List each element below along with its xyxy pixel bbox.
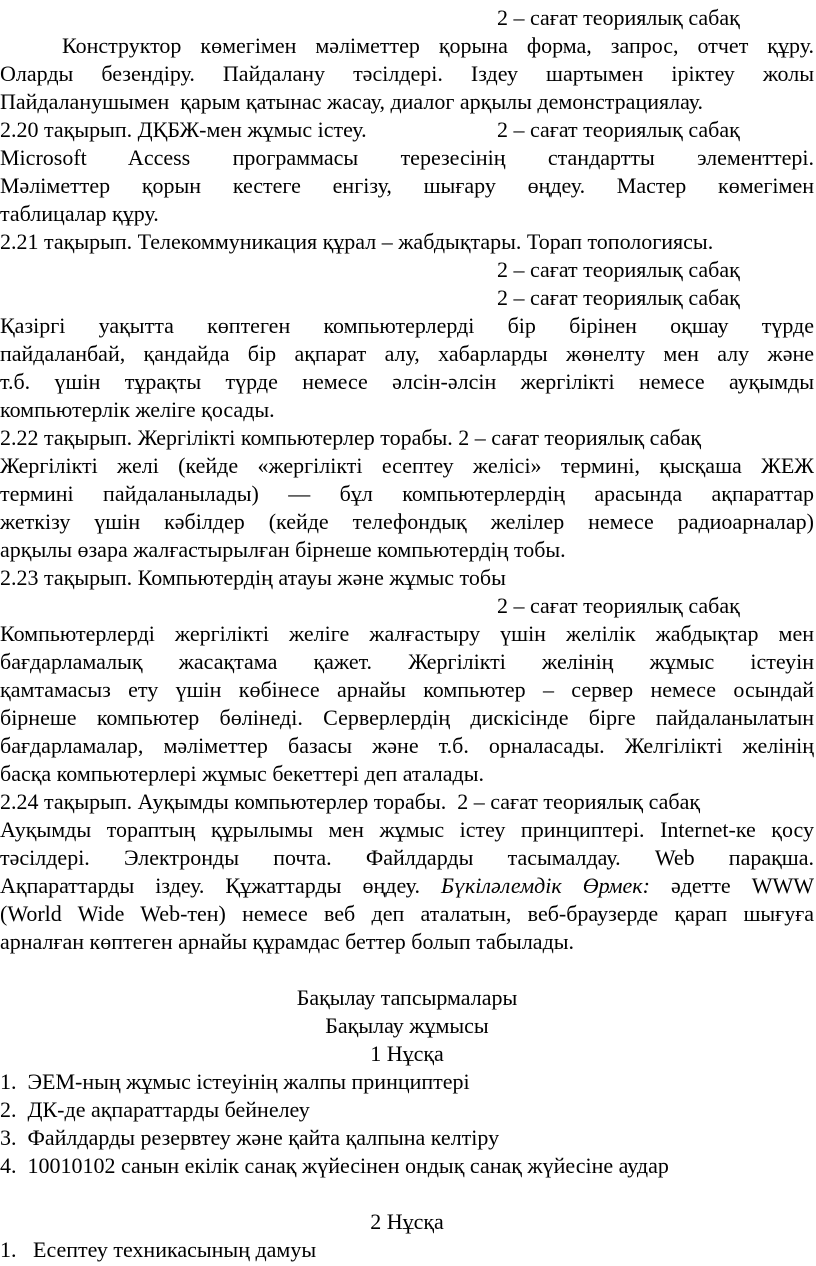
text-line <box>0 844 814 872</box>
text-segment: Жергілікті желі (кейде «жергілікті есептеу желісі» термині, қысқаша ЖЕЖ <box>0 453 814 478</box>
text-line <box>0 340 814 368</box>
text-segment: пайдаланбай, қандайда бір ақпарат алу, хабарларды жөнелту мен алу және <box>0 341 814 366</box>
text-segment: (World Wide Web-тен) немесе веб деп аталатын, веб-браузерде қарап шығуға <box>0 901 814 926</box>
text-segment: Мәліметтер қорын кестеге енгізу, шығару өңдеу. Мастер көмегімен <box>0 173 814 198</box>
text-line <box>0 452 814 480</box>
text-line <box>0 536 814 564</box>
text-segment: 1 Нұсқа <box>370 1041 444 1066</box>
text-line <box>0 872 814 900</box>
text-segment: Конструктор көмегімен мәліметтер қорына форма, запрос, отчет құру. <box>62 33 814 58</box>
text-segment: 4. 10010102 санын екілік санақ жүйесінен ондық санақ жүйесіне аудар <box>0 1153 669 1178</box>
text-segment: 2 – сағат теориялық сабақ <box>497 257 740 282</box>
text-line <box>0 704 814 732</box>
text-segment: т.б. үшін тұрақты түрде немесе әлсін-әлсін жергілікті немесе ауқымды <box>0 369 814 394</box>
text-line <box>0 60 814 88</box>
text-segment: Бақылау тапсырмалары <box>296 985 518 1010</box>
text-line <box>0 620 814 648</box>
text-segment: Ақпараттарды іздеу. Құжаттарды өңдеу. <box>0 873 441 898</box>
text-segment: 3. Файлдарды резервтеу және қайта қалпына келтіру <box>0 1125 500 1150</box>
text-line <box>0 312 814 340</box>
text-line <box>0 1068 814 1096</box>
text-segment: 2 – сағат теориялық сабақ <box>497 5 740 30</box>
text-segment: арқылы өзара жалғастырылған бірнеше компьютердің тобы. <box>0 537 566 562</box>
text-line <box>0 1180 814 1208</box>
text-segment: бағдарламалық жасақтама қажет. Жергілікті желінің жұмыс істеуін <box>0 649 814 674</box>
text-line <box>0 1124 814 1152</box>
document-page <box>0 4 814 1264</box>
text-line <box>0 1208 814 1236</box>
text-segment: Оларды безендіру. Пайдалану тәсілдері. Іздеу шартымен іріктеу жолы <box>0 61 814 86</box>
text-segment: 2.23 тақырып. Компьютердің атауы және жұмыс тобы <box>0 565 506 590</box>
text-line <box>0 564 814 592</box>
text-segment: 2.21 тақырып. Телекоммуникация құрал – жабдықтары. Торап топологиясы. <box>0 229 714 254</box>
text-line <box>0 1040 814 1068</box>
text-line <box>0 116 814 144</box>
text-segment: әдетте WWW <box>649 873 814 898</box>
text-segment: басқа компьютерлері жұмыс бекеттері деп аталады. <box>0 761 484 786</box>
text-line <box>0 396 814 424</box>
text-segment: 2. ДК-де ақпараттарды бейнелеу <box>0 1097 310 1122</box>
text-line <box>0 256 814 284</box>
text-segment: Microsoft Access программасы терезесінің стандартты элементтері. <box>0 145 814 170</box>
text-segment: 2.20 тақырып. ДҚБЖ-мен жұмыс істеу. <box>0 117 367 142</box>
text-segment: термині пайдаланылады) — бұл компьютерлердің арасында ақпараттар <box>0 481 814 506</box>
text-segment: Компьютерлерді жергілікті желіге жалғастыру үшін желілік жабдықтар мен <box>0 621 814 646</box>
text-line <box>0 368 814 396</box>
text-segment: бағдарламалар, мәліметтер базасы және т.б. орналасады. Желгілікті желінің <box>0 733 814 758</box>
text-segment: қамтамасыз ету үшін көбінесе арнайы компьютер – сервер немесе осындай <box>0 677 814 702</box>
text-line <box>0 172 814 200</box>
hours-label: 2 – сағат теориялық сабақ <box>497 117 740 142</box>
text-line <box>0 900 814 928</box>
text-line <box>0 760 814 788</box>
text-segment: 2 – сағат теориялық сабақ <box>497 593 740 618</box>
text-segment: 2 – сағат теориялық сабақ <box>497 285 740 310</box>
text-line <box>0 32 814 60</box>
text-line <box>0 732 814 760</box>
text-segment: таблицалар құру. <box>0 201 159 226</box>
text-segment: Бақылау жұмысы <box>325 1013 489 1038</box>
italic-term: Бүкіләлемдік Өрмек: <box>441 873 650 898</box>
text-line <box>0 788 814 816</box>
text-segment: 1. ЭЕМ-ның жұмыс істеуінің жалпы принциптері <box>0 1069 470 1094</box>
text-line <box>0 1152 814 1180</box>
text-line <box>0 676 814 704</box>
text-line <box>0 480 814 508</box>
text-segment: Пайдаланушымен қарым қатынас жасау, диалог арқылы демонстрациялау. <box>0 89 704 114</box>
text-segment: 2.22 тақырып. Жергілікті компьютерлер торабы. 2 – сағат теориялық сабақ <box>0 425 702 450</box>
text-segment: бірнеше компьютер бөлінеді. Серверлердің дискісінде бірге пайдаланылатын <box>0 705 814 730</box>
text-line <box>0 956 814 984</box>
text-line <box>0 592 814 620</box>
text-line <box>0 228 814 256</box>
text-line <box>0 424 814 452</box>
text-line <box>0 144 814 172</box>
text-line <box>0 1236 814 1264</box>
text-line <box>0 648 814 676</box>
text-line <box>0 1096 814 1124</box>
text-line <box>0 816 814 844</box>
text-line <box>0 200 814 228</box>
text-segment: арналған көптеген арнайы құрамдас беттер болып табылады. <box>0 929 575 954</box>
text-segment: компьютерлік желіге қосады. <box>0 397 275 422</box>
text-segment: 2.24 тақырып. Ауқымды компьютерлер торабы. 2 – сағат теориялық сабақ <box>0 789 701 814</box>
text-segment: тәсілдері. Электронды почта. Файлдарды тасымалдау. Web парақша. <box>0 845 814 870</box>
text-segment: 1. Есептеу техникасының дамуы <box>0 1237 317 1262</box>
text-segment: 2 Нұсқа <box>370 1209 444 1234</box>
text-line <box>0 88 814 116</box>
text-line <box>0 984 814 1012</box>
text-segment: Ауқымды тораптың құрылымы мен жұмыс істеу принциптері. Internet-ке қосу <box>0 817 814 842</box>
text-line <box>0 1012 814 1040</box>
text-line <box>0 284 814 312</box>
text-line <box>0 4 814 32</box>
text-line <box>0 928 814 956</box>
text-segment: жеткізу үшін кәбілдер (кейде телефондық желілер немесе радиоарналар) <box>0 509 814 534</box>
text-segment: Қазіргі уақытта көптеген компьютерлерді бір бірінен оқшау түрде <box>0 313 814 338</box>
text-line <box>0 508 814 536</box>
